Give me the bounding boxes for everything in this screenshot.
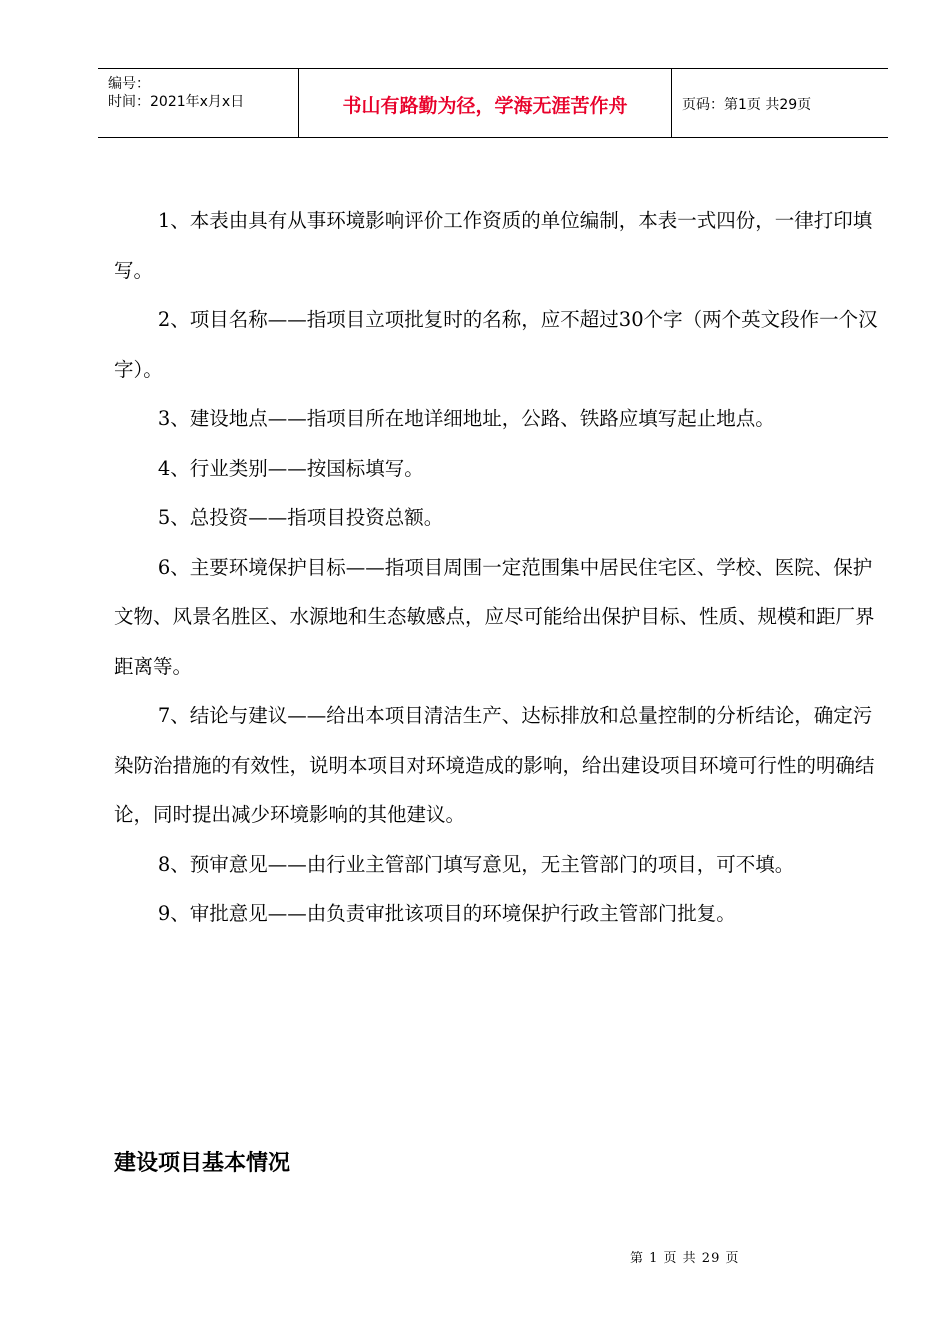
instruction-item: 5、总投资——指项目投资总额。 (157, 506, 444, 529)
instruction-item: 4、行业类别——按国标填写。 (157, 456, 424, 480)
filling-instructions (114, 196, 884, 939)
instruction-item: 7、结论与建议——给出本项目清洁生产、达标排放和总量控制的分析结论，确定污染防治措施的有效性，说明本项目对环境造成的影响，给出建设项目环境可行性的明确结论，同时提出减少环境影响的其他建议。 (114, 704, 875, 826)
header-motto-cell (299, 69, 672, 137)
section-title: 建设项目基本情况 (114, 1150, 291, 1176)
instruction-item: 9、审批意见——由负责审批该项目的环境保护行政主管部门批复。 (157, 902, 736, 925)
instruction-item: 6、主要环境保护目标——指项目周围一定范围集中居民住宅区、学校、医院、保护文物、风景名胜区、水源地和生态敏感点，应尽可能给出保护目标、性质、规模和距厂界距离等。 (114, 555, 875, 678)
page-footer: 第 1 页 共 29 页 (630, 1251, 740, 1266)
header-meta-cell (98, 69, 299, 137)
document-header (98, 68, 888, 138)
instruction-item: 1、本表由具有从事环境影响评价工作资质的单位编制，本表一式四份，一律打印填写。 (114, 209, 873, 282)
instruction-item: 2、项目名称——指项目立项批复时的名称，应不超过30个字（两个英文段作一个汉字）。 (114, 308, 878, 381)
instruction-item: 8、预审意见——由行业主管部门填写意见，无主管部门的项目，可不填。 (157, 852, 795, 876)
header-page-info: 页码：第1页 共29页 (682, 97, 812, 113)
document-code-label: 编号： (108, 76, 150, 92)
header-motto: 书山有路勤为径，学海无涯苦作舟 (342, 95, 628, 117)
instruction-item: 3、建设地点——指项目所在地详细地址，公路、铁路应填写起止地点。 (157, 407, 775, 430)
document-time-label: 时间：2021年x月x日 (108, 94, 245, 110)
header-page-cell (672, 69, 888, 137)
